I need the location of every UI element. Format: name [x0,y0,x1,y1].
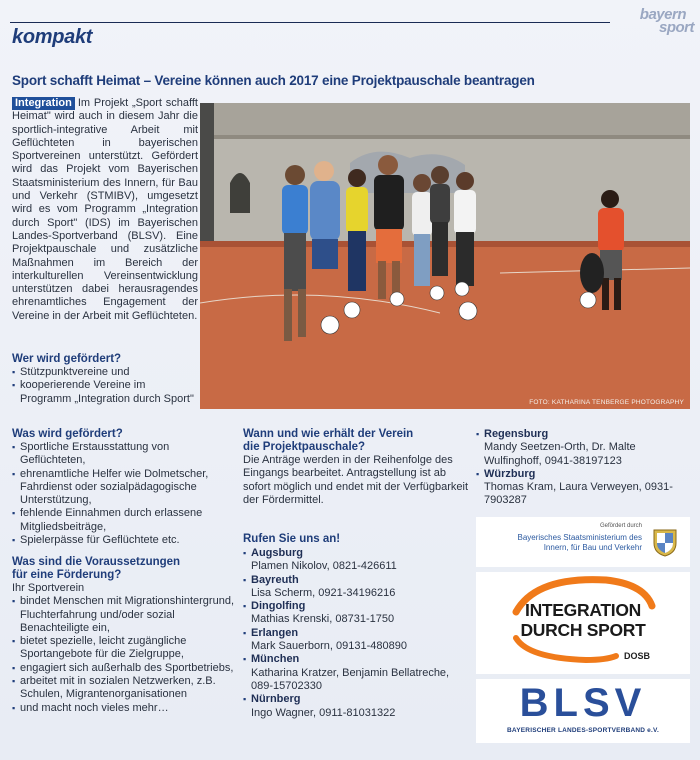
rufen-heading: Rufen Sie uns an! [243,533,341,545]
contact-person: Katharina Kratzer, Benjamin Bellatreche, 089-15702330 [251,666,450,692]
contact-city: ▪ Nürnberg [243,693,468,706]
blsv-logo [476,679,690,743]
integration-durch-sport-logo [476,572,690,674]
list-item: ▪ und macht noch vieles mehr… [12,702,237,715]
contact-list-right [476,428,696,508]
contact-city: ▪ Dingolfing [243,600,468,613]
contact-person: Mark Sauerborn, 09131-480890 [251,640,407,653]
bayernsport-logo [602,6,694,36]
bavaria-crest-icon [648,527,682,557]
list-item: ▪ arbeitet mit in sozialen Netzwerken, z.B. Schulen, Migrantenorganisationen [12,675,237,702]
contact-city: ▪ Erlangen [243,627,468,640]
photo-credit: FOTO: KATHARINA TENBERGE PHOTOGRAPHY [529,399,684,406]
brand-line-1: bayern [639,6,686,23]
voraussetzungen-section [12,556,237,715]
was-heading: Was wird gefördert? [12,428,123,440]
section-title: kompakt [12,26,93,48]
wann-heading-2: die Projektpauschale? [243,441,366,453]
contact-city: ▪ Bayreuth [243,574,468,587]
list-item: ▪ bindet Menschen mit Migrationshintergrund, Fluchterfahrung und/oder sozial Benachteiligte ein, [12,595,237,635]
ids-line-2: DURCH SPORT [520,620,646,640]
contact-list-left [243,547,468,720]
contact-person: Plamen Nikolov, 0821-426611 [251,560,397,573]
wer-list [12,366,198,406]
ids-line-1: INTEGRATION [525,600,641,620]
ministry-line-1: Bayerisches Staatsministerium des [517,533,642,542]
dosb-logo: DOSB [623,651,650,661]
football-training-photo [200,103,690,409]
was-list [12,441,237,547]
wann-section [243,428,468,507]
contact-city: ▪ Augsburg [243,547,468,560]
wann-text: Die Anträge werden in der Reihenfolge des Eingangs bearbeitet. Antragstellung ist ab sofort möglich und endet mit der Verfügbarkeit der Fördermittel. [243,454,469,506]
article-photo [200,103,690,409]
contact-city: ▪ Würzburg [476,468,696,481]
intro-paragraph [12,97,198,323]
blsv-fullname: BAYERISCHER LANDES-SPORTVERBAND e.V. [507,727,659,734]
contact-person: Mandy Seetzen-Orth, Dr. Malte Wulfinghoff, 0941-38197123 [484,441,636,467]
voraus-heading-2: für eine Förderung? [12,569,122,581]
voraus-lead: Ihr Sportverein [12,582,85,594]
wer-heading: Wer wird gefördert? [12,353,122,365]
wer-section [12,353,198,406]
contact-person: Mathias Krenski, 08731-1750 [251,613,395,626]
contact-person: Lisa Scherm, 0921-34196216 [251,586,396,599]
list-item: ▪ fehlende Einnahmen durch erlassene Mitgliedsbeiträge, [12,507,237,534]
header-rule [10,22,610,23]
ministry-logo-box [476,517,690,567]
contact-city: ▪ Regensburg [476,428,696,441]
list-item: ▪ kooperierende Vereine im Programm „Integration durch Sport" [12,379,198,406]
contact-person: Ingo Wagner, 0911-81031322 [251,706,396,719]
blsv-wordmark: BLSV [519,681,647,725]
was-section [12,428,237,547]
list-item: ▪ Sportliche Erstausstattung von Geflüchteten, [12,441,237,468]
list-item: ▪ Stützpunktvereine und [12,366,198,379]
voraus-heading-1: Was sind die Voraussetzungen [12,556,181,568]
voraus-list [12,595,237,715]
article-headline: Sport schafft Heimat – Vereine können auch 2017 eine Projektpauschale beantragen [12,73,535,88]
list-item: ▪ Spielerpässe für Geflüchtete etc. [12,534,237,547]
list-item: ▪ bietet spezielle, leicht zugängliche Sportangebote für die Zielgruppe, [12,635,237,662]
contact-city: ▪ München [243,653,468,666]
gefoerdert-label: Gefördert durch [599,523,642,529]
list-item: ▪ ehrenamtliche Helfer wie Dolmetscher, Fahrdienst oder sozialpädagogische Unterstützung, [12,468,237,508]
integration-badge: Integration [12,97,75,110]
list-item: ▪ engagiert sich außerhalb des Sportbetriebs, [12,662,237,675]
intro-text: Im Projekt „Sport schafft Heimat" wird auch in diesem Jahr die sportlich-integrative Arbeit mit Geflüchteten in bayerischen Sportvereinen unterstützt. Gefördert wird das Projekt vom Bayerischen Staatsministerium des Innern, für Bau und Verkehr (STMIBV), umgesetzt wird es vom Programm „Integration durch Sport" (IDS) im Bayerischen Landes-Sportverband (BLSV). Eine Projektpauschale und zusätzliche Maßnahmen im Bereich der interkulturellen Vereinsentwicklung unterstützen dabei herausragendes ehrenamtliches Engagement der Vereine in der Arbeit mit Geflüchteten. [12,97,198,322]
wann-heading-1: Wann und wie erhält der Verein [243,428,414,440]
contact-person: Thomas Kram, Laura Verweyen, 0931-7903287 [484,481,673,507]
ministry-name [482,533,642,552]
ministry-line-2: Innern, für Bau und Verkehr [543,542,642,552]
brand-line-2: sport [659,19,694,36]
